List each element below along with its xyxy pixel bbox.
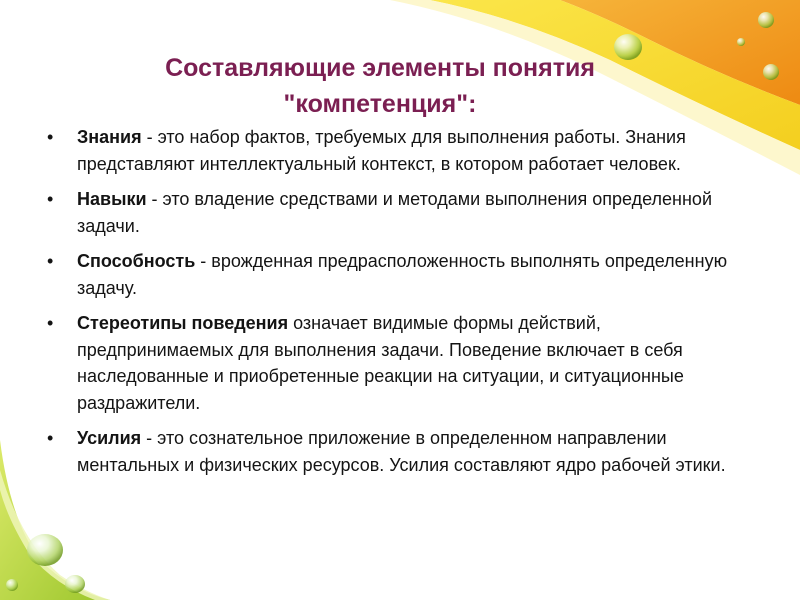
slide-title-line-2: "компетенция": <box>283 90 477 118</box>
term-label: Навыки <box>77 189 147 209</box>
definition-text: - это набор фактов, требуемых для выполнения работы. Знания представляют интеллектуальный контекст, в котором работает человек. <box>77 127 686 174</box>
definition-list <box>44 124 734 487</box>
bullet-icon: • <box>47 428 54 448</box>
list-item-skills <box>44 186 734 239</box>
term-label: Знания <box>77 127 142 147</box>
definition-text: - это сознательное приложение в определенном направлении ментальных и физических ресурсов. Усилия составляют ядро рабочей этики. <box>77 428 726 475</box>
water-drop-icon <box>758 12 774 28</box>
water-drop-icon <box>737 38 745 46</box>
water-drop-icon <box>65 575 85 593</box>
definition-text: - врожденная предрасположенность выполнять определенную задачу. <box>77 251 728 298</box>
term-label: Способность <box>77 251 196 271</box>
definition-text: означает видимые формы действий, предпринимаемых для выполнения задачи. Поведение включает в себя наследованные и приобретенные реакции на ситуации, и ситуационные раздражители. <box>77 313 684 413</box>
bullet-icon: • <box>47 313 54 333</box>
list-item-behavior-stereotypes <box>44 310 734 416</box>
water-drop-icon <box>27 534 63 566</box>
list-item-ability <box>44 248 734 301</box>
bullet-icon: • <box>47 251 54 271</box>
slide-title <box>100 50 660 122</box>
list-item-knowledge <box>44 124 734 177</box>
water-drop-icon <box>6 579 18 591</box>
list-item-efforts <box>44 425 734 478</box>
slide-title-line-1: Составляющие элементы понятия <box>165 54 595 82</box>
bullet-icon: • <box>47 127 54 147</box>
term-label: Стереотипы поведения <box>77 313 289 333</box>
bullet-icon: • <box>47 189 54 209</box>
definition-text: - это владение средствами и методами выполнения определенной задачи. <box>77 189 712 236</box>
water-drop-icon <box>763 64 779 80</box>
term-label: Усилия <box>77 428 142 448</box>
